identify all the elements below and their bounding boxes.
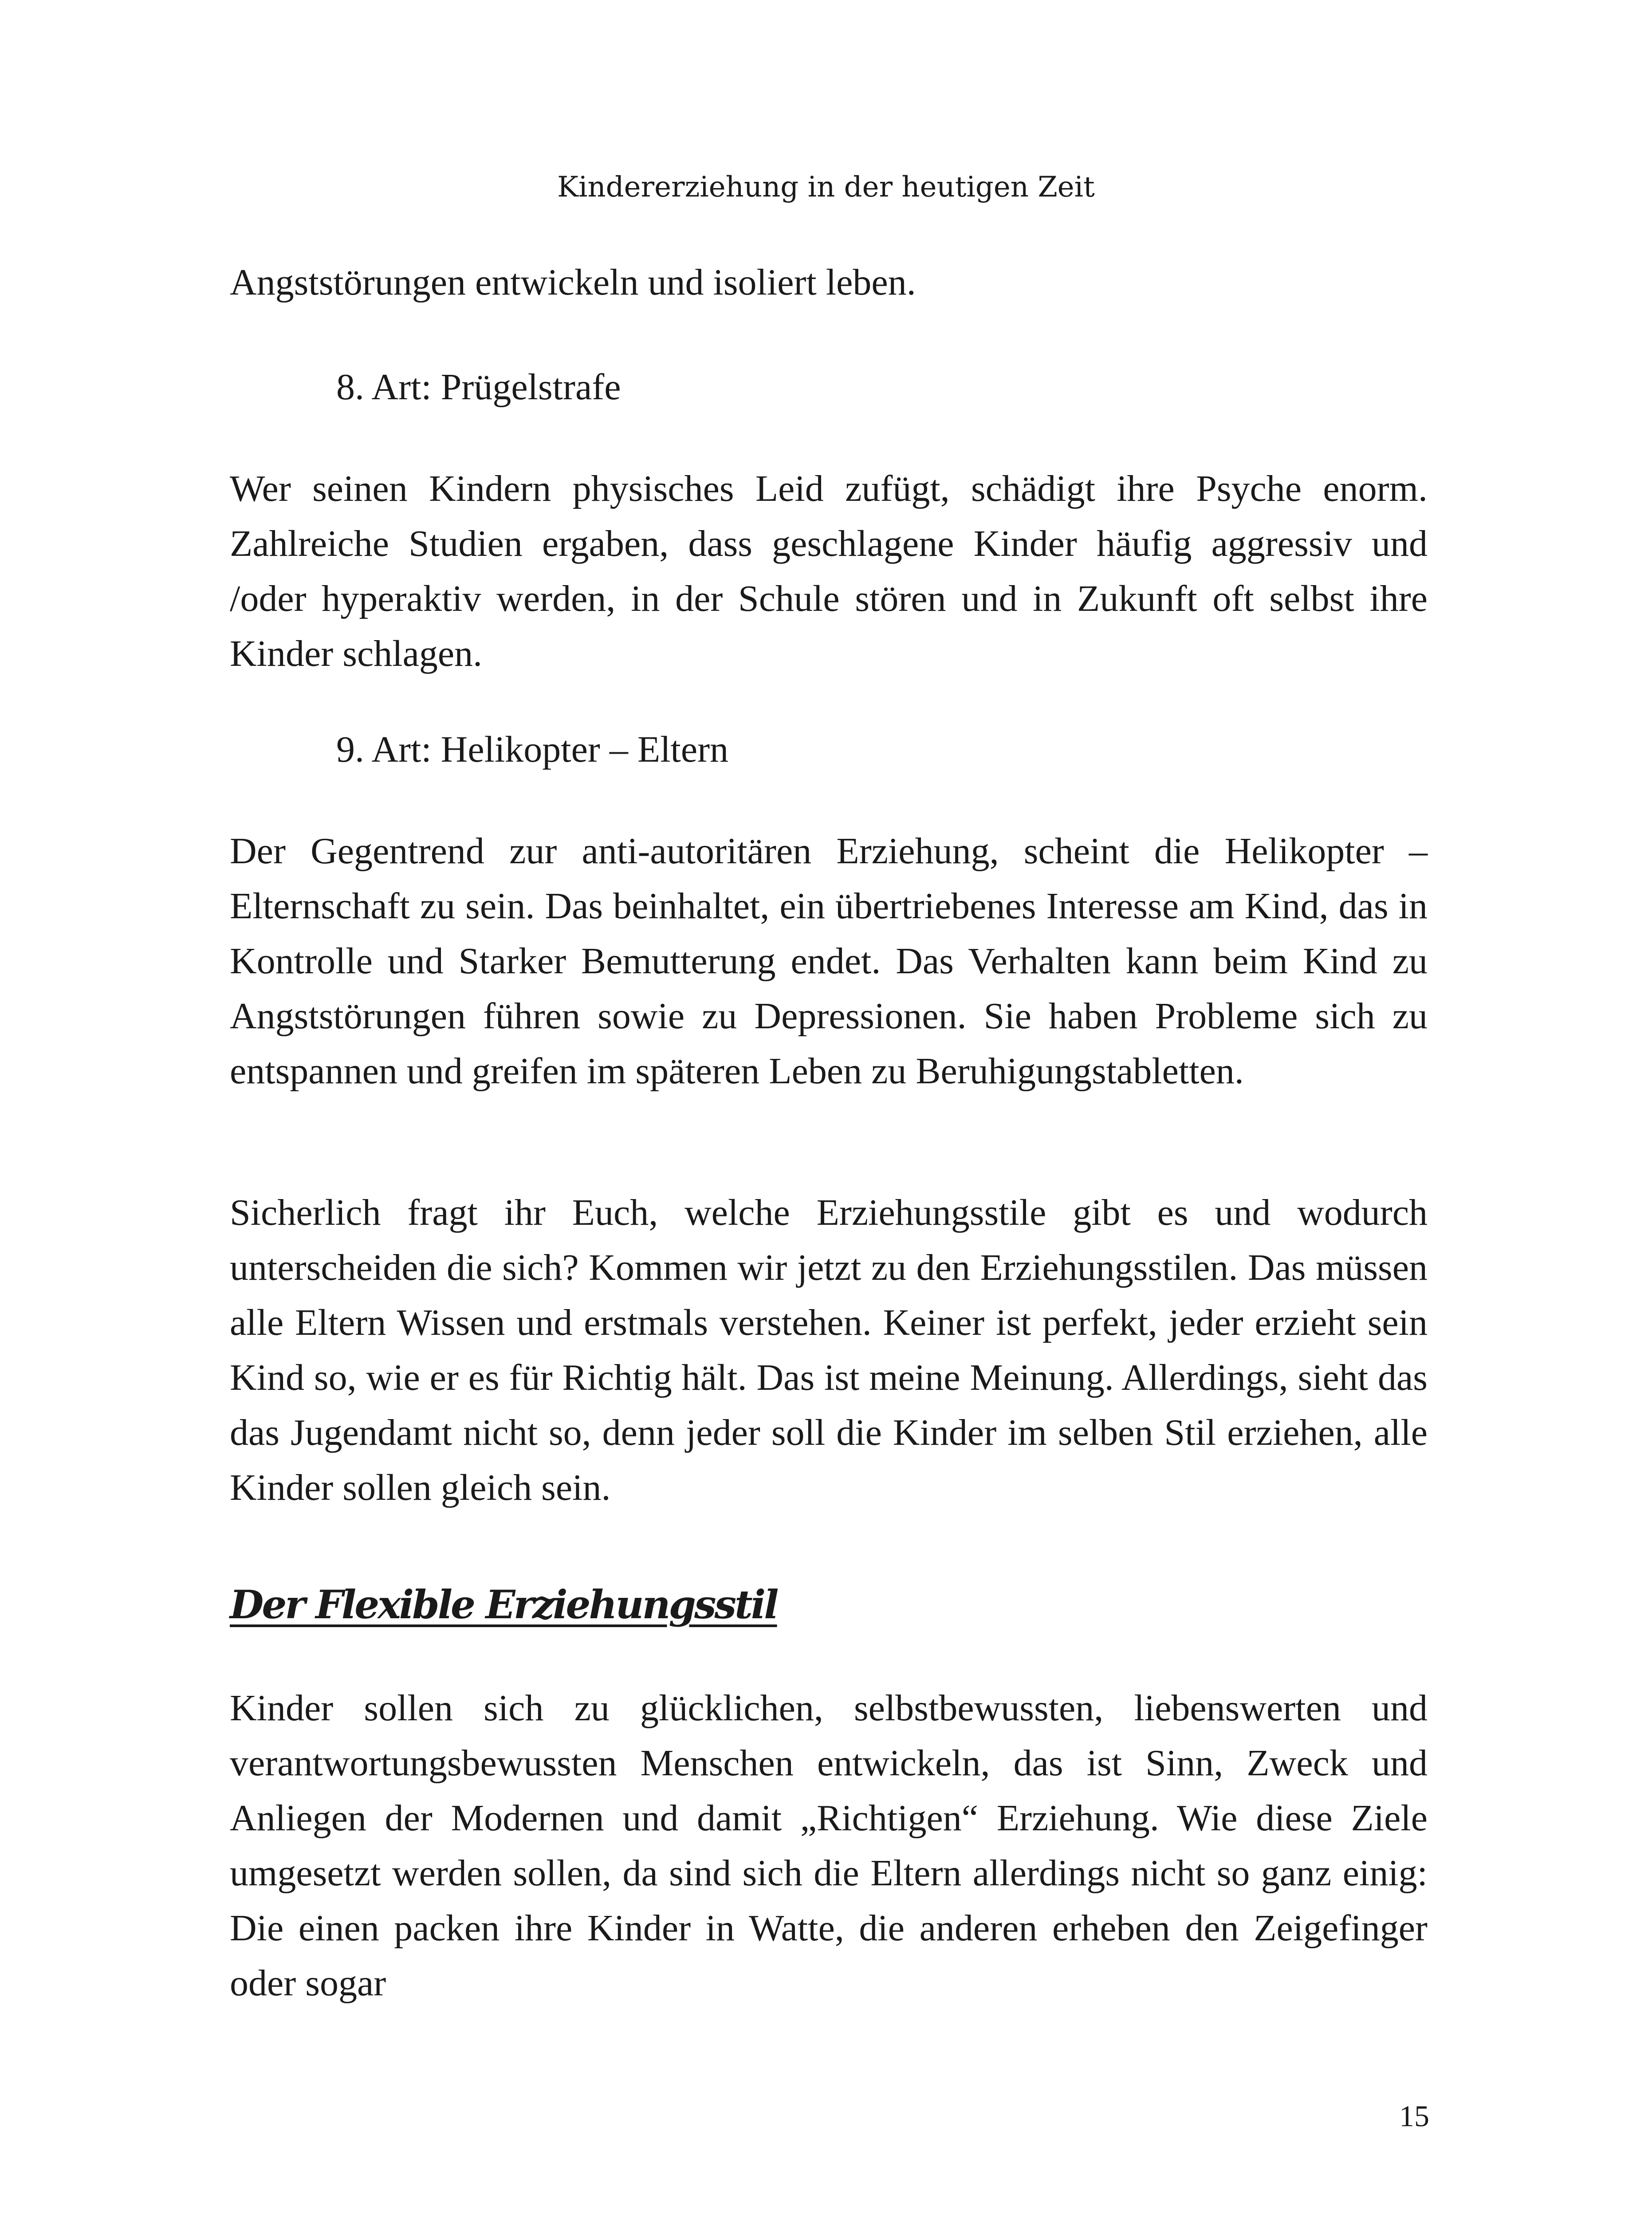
paragraph-intro: Angststörungen entwickeln und isoliert leben. <box>230 262 916 303</box>
paragraph-erziehungsstile: Sicherlich fragt ihr Euch, welche Erziehungsstile gibt es und wodurch unterscheiden die sich? Kommen wir jetzt zu den Erziehungsstilen. Das müssen alle Eltern Wissen und erstmals verstehen. Keiner ist perfekt, jeder erzieht sein Kind so, wie er es für Richtig hält. Das ist meine Meinung. Allerdings, sieht das das Jugendamt nicht so, denn jeder soll die Kinder im selben Stil erziehen, alle Kinder sollen gleich sein. <box>230 1192 1428 1508</box>
section-heading-flexible: Der Flexible Erziehungsstil <box>230 1581 777 1628</box>
running-header: Kindererziehung in der heutigen Zeit <box>557 171 1095 204</box>
paragraph-flexible: Kinder sollen sich zu glücklichen, selbstbewussten, liebenswerten und verantwortungsbewussten Menschen entwickeln, das ist Sinn, Zweck und Anliegen der Modernen und damit „Richtigen“ Erziehung. Wie diese Ziele umgesetzt werden sollen, da sind sich die Eltern allerdings nicht so ganz einig: Die einen packen ihre Kinder in Watte, die anderen erheben den Zeigefinger oder sogar <box>230 1687 1428 2004</box>
list-heading-art-9: 9. Art: Helikopter – Eltern <box>336 729 729 770</box>
paragraph-art-8: Wer seinen Kindern physisches Leid zufügt, schädigt ihre Psyche enorm. Zahlreiche Studien ergaben, dass geschlagene Kinder häufig aggressiv und /oder hyperaktiv werden, in der Schule stören und in Zukunft oft selbst ihre Kinder schlagen. <box>230 468 1428 674</box>
paragraph-art-9: Der Gegentrend zur anti-autoritären Erziehung, scheint die Helikopter – Elternschaft zu sein. Das beinhaltet, ein übertriebenes Interesse am Kind, das in Kontrolle und Starker Bemutterung endet. Das Verhalten kann beim Kind zu Angststörungen führen sowie zu Depressionen. Sie haben Probleme sich zu entspannen und greifen im späteren Leben zu Beruhigungstabletten. <box>230 830 1428 1092</box>
list-heading-art-8: 8. Art: Prügelstrafe <box>336 366 621 408</box>
page-number: 15 <box>1399 2099 1429 2133</box>
